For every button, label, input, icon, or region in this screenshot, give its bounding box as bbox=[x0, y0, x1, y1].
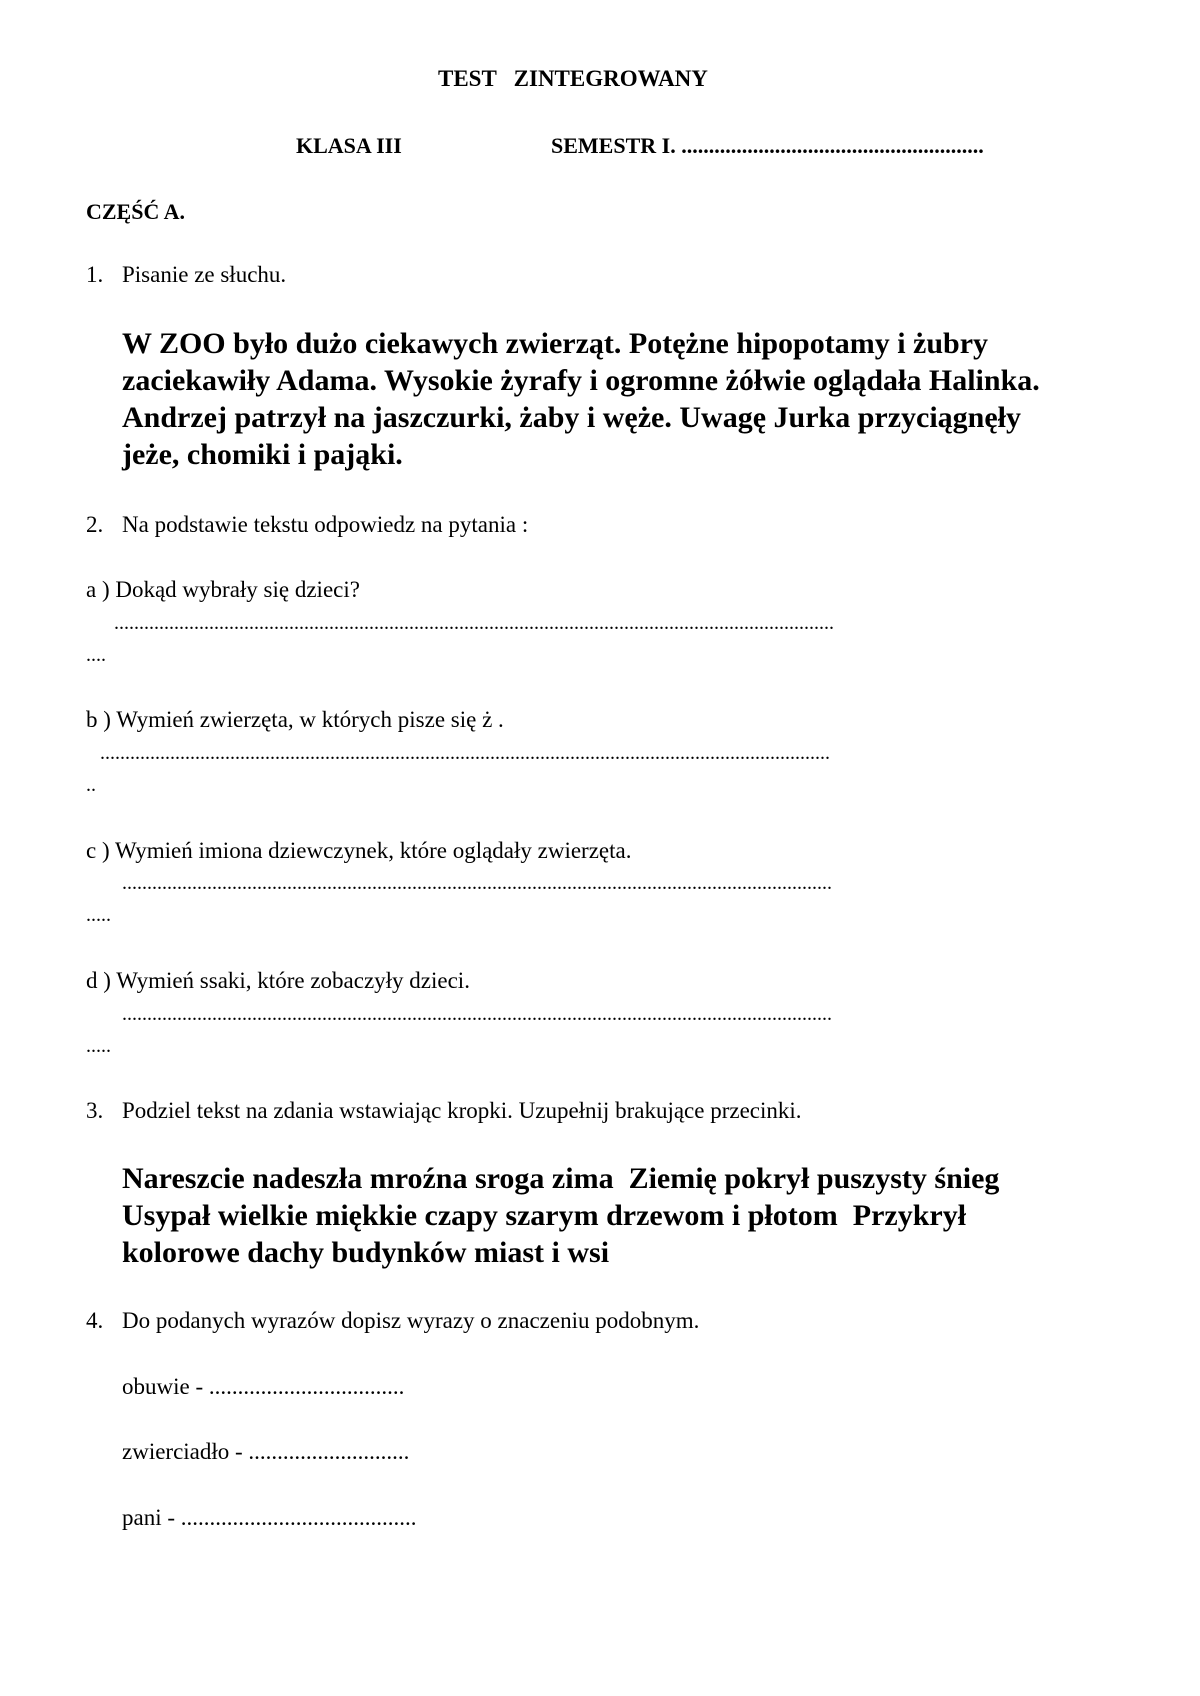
class-label: KLASA III bbox=[296, 133, 402, 158]
synonym-item-pani[interactable]: pani - ......................................... bbox=[122, 1505, 417, 1530]
dictation-line: Andrzej patrzył na jaszczurki, żaby i węże. Uwagę Jurka przyciągnęły bbox=[122, 401, 1022, 434]
question-3 bbox=[0, 1098, 1200, 1128]
semester-label: SEMESTR I. ....................................................... bbox=[551, 133, 984, 158]
dictation-line: zaciekawiły Adama. Wysokie żyrafy i ogromne żółwie oglądała Halinka. bbox=[122, 364, 1040, 397]
question-number: 3. bbox=[86, 1098, 104, 1123]
dictation-line: jeże, chomiki i pająki. bbox=[122, 438, 403, 471]
dictation-line: W ZOO było dużo ciekawych zwierząt. Potężne hipopotamy i żubry bbox=[122, 327, 989, 360]
part-heading: CZĘŚĆ A. bbox=[86, 199, 186, 224]
question-number: 4. bbox=[86, 1308, 104, 1333]
question-text: Podziel tekst na zdania wstawiając kropki. Uzupełnij brakujące przecinki. bbox=[122, 1098, 802, 1123]
answer-line-continuation[interactable]: ..... bbox=[86, 904, 111, 926]
subquestion-c: c ) Wymień imiona dziewczynek, które oglądały zwierzęta. bbox=[86, 838, 632, 863]
question-text: Pisanie ze słuchu. bbox=[122, 262, 287, 287]
subquestion-b bbox=[86, 707, 504, 733]
answer-line-continuation[interactable]: .. bbox=[86, 774, 96, 796]
punctuation-passage-line: Nareszcie nadeszła mroźna sroga zima Ziemię pokrył puszysty śnieg bbox=[122, 1162, 1000, 1195]
answer-line[interactable]: .............................................................................................................................................. bbox=[122, 872, 832, 894]
subquestion-d: d ) Wymień ssaki, które zobaczyły dzieci. bbox=[86, 968, 470, 993]
subquestion-b-label: b ) Wymień zwierzęta, w których pisze się ż . bbox=[86, 707, 504, 732]
answer-line[interactable]: ................................................................................................................................................ bbox=[114, 612, 834, 634]
question-text: Do podanych wyrazów dopisz wyrazy o znaczeniu podobnym. bbox=[122, 1308, 700, 1333]
question-1 bbox=[0, 262, 1200, 292]
test-title: TEST ZINTEGROWANY bbox=[438, 66, 708, 91]
question-2 bbox=[0, 512, 1200, 542]
question-4 bbox=[0, 1308, 1200, 1338]
question-number: 1. bbox=[86, 262, 104, 287]
synonym-item-zwierciadlo[interactable]: zwierciadło - ............................ bbox=[122, 1439, 410, 1464]
question-text: Na podstawie tekstu odpowiedz na pytania : bbox=[122, 512, 529, 537]
question-number: 2. bbox=[86, 512, 104, 537]
punctuation-passage-line: Usypał wielkie miękkie czapy szarym drzewom i płotom Przykrył bbox=[122, 1199, 967, 1232]
answer-line-continuation[interactable]: ..... bbox=[86, 1035, 111, 1057]
answer-line[interactable]: .............................................................................................................................................. bbox=[122, 1003, 832, 1025]
subquestion-a: a ) Dokąd wybrały się dzieci? bbox=[86, 577, 360, 602]
answer-line-continuation[interactable]: .... bbox=[86, 644, 106, 666]
synonym-item-obuwie[interactable]: obuwie - .................................. bbox=[122, 1374, 405, 1399]
punctuation-passage-line: kolorowe dachy budynków miast i wsi bbox=[122, 1236, 610, 1269]
answer-line[interactable]: .................................................................................................................................................. bbox=[100, 742, 830, 764]
